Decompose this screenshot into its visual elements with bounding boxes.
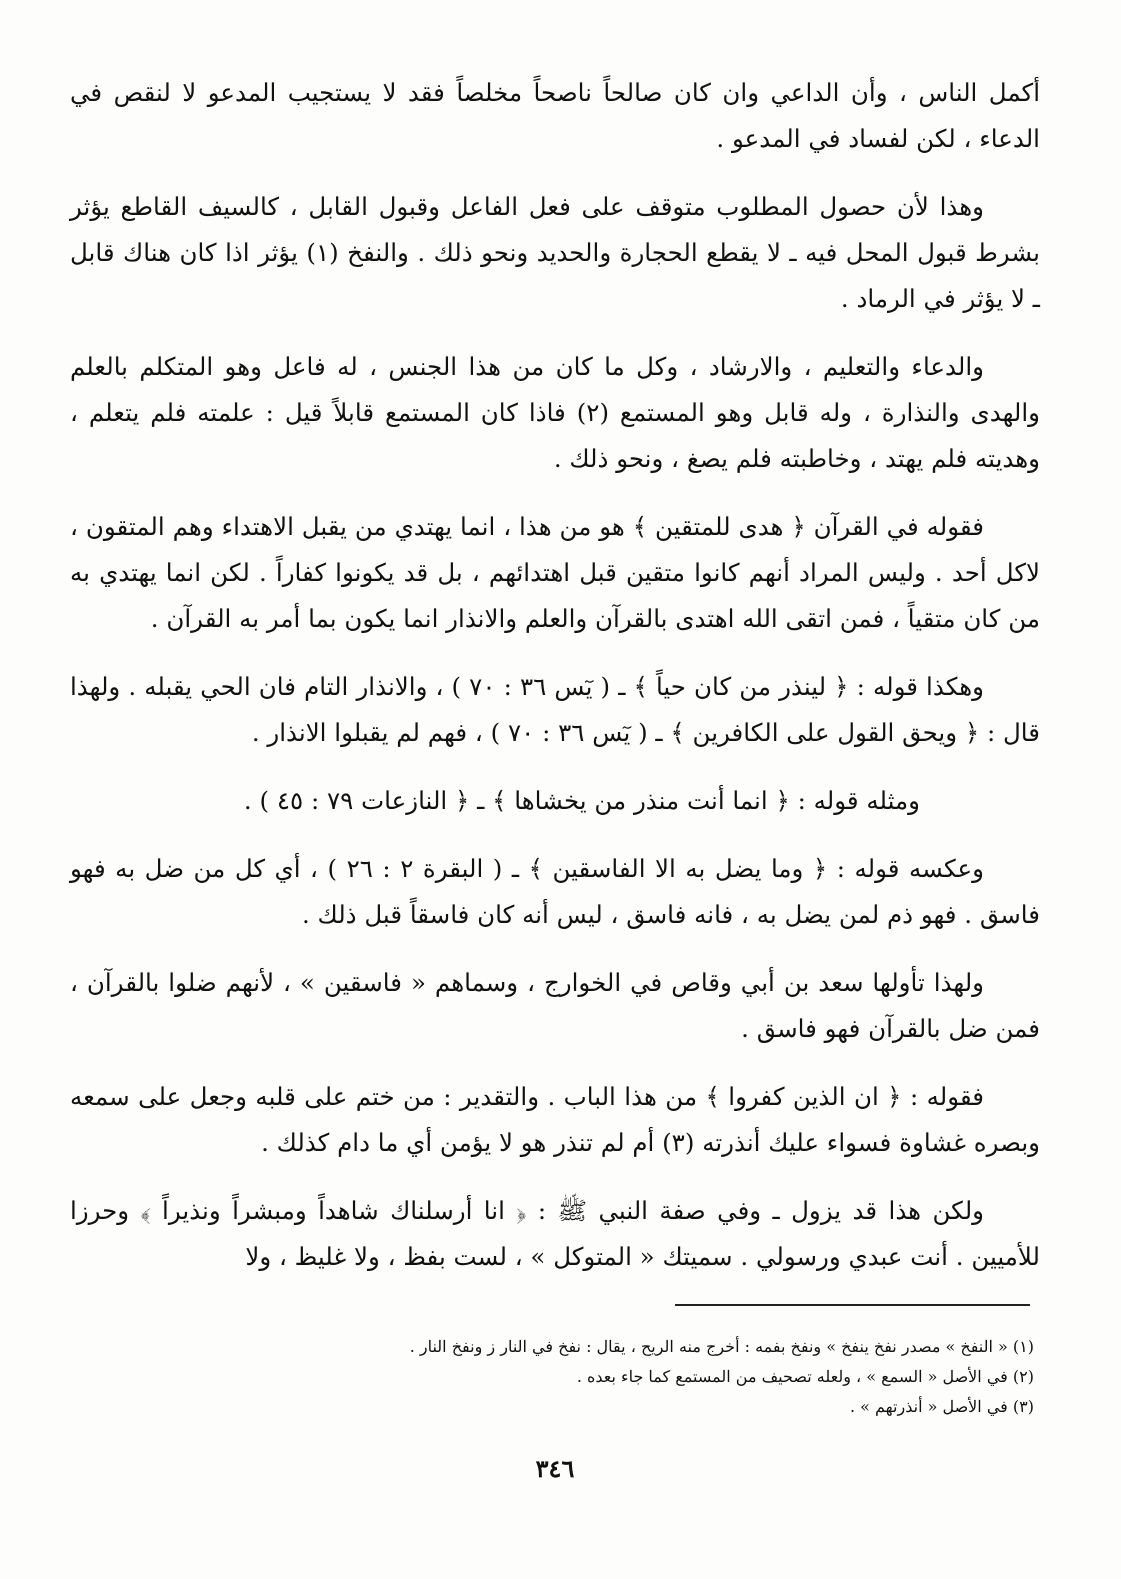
paragraph-10: ولكن هذا قد يزول ـ وفي صفة النبي ﷺ : ﴿ انا أرسلناك شاهداً ومبشراً ونذيراً ﴾ وحرزا للأميين . أنت عبدي ورسولي . سميتك « المتوكل » ، لست بفظ ، ولا غليظ ، ولا [70, 1196, 1040, 1271]
paragraph-3: والدعاء والتعليم ، والارشاد ، وكل ما كان من هذا الجنس ، له فاعل وهو المتكلم بالعلم والهدى والنذارة ، وله قابل وهو المستمع (٢) فاذا كان المستمع قابلاً قيل : علمته فلم يتعلم ، وهديته فلم يهتد ، وخاطبته فلم يصغ ، ونحو ذلك . [70, 352, 1040, 473]
paragraph-9: فقوله : ﴿ ان الذين كفروا ﴾ من هذا الباب . والتقدير : من ختم على قلبه وجعل على سمعه وبصره غشاوة فسواء عليك أنذرته (٣) أم لم تنذر هو لا يؤمن أي ما دام كذلك . [70, 1082, 1040, 1157]
page-number: ٣٤٦ [535, 1454, 575, 1483]
paragraph-4: فقوله في القرآن ﴿ هدى للمتقين ﴾ هو من هذا ، انما يهتدي من يقبل الاهتداء وهم المتقون ، لاكل أحد . وليس المراد أنهم كانوا متقين قبل اهتدائهم ، بل قد يكونوا كفاراً . لكن انما يهتدي به من كان متقياً ، فمن اتقى الله اهتدى بالقرآن والعلم والانذار انما يكون بما أمر به القرآن . [70, 512, 1040, 633]
paragraph-6: ومثله قوله : ﴿ انما أنت منذر من يخشاها ﴾ ـ ﴿ النازعات ٧٩ : ٤٥ ) . [243, 786, 920, 815]
main-text [70, 70, 1040, 1280]
paragraph-8: ولهذا تأولها سعد بن أبي وقاص في الخوارج ، وسماهم « فاسقين » ، لأنهم ضلوا بالقرآن ، فمن ضل بالقرآن فهو فاسق . [70, 968, 1040, 1043]
footnote-3: (٣) في الأصل « أنذرتهم » . [849, 1397, 1034, 1416]
paragraph-1: أكمل الناس ، وأن الداعي وان كان صالحاً ناصحاً مخلصاً فقد لا يستجيب المدعو لا لنقص في الدعاء ، لكن لفساد في المدعو . [70, 78, 1040, 153]
paragraph-7: وعكسه قوله : ﴿ وما يضل به الا الفاسقين ﴾ ـ ( البقرة ٢ : ٢٦ ) ، أي كل من ضل به فهو فاسق . فهو ذم لمن يضل به ، فانه فاسق ، ليس أنه كان فاسقاً قبل ذلك . [70, 854, 1040, 929]
paragraph-2: وهذا لأن حصول المطلوب متوقف على فعل الفاعل وقبول القابل ، كالسيف القاطع يؤثر بشرط قبول المحل فيه ـ لا يقطع الحجارة والحديد ونحو ذلك . والنفخ (١) يؤثر اذا كان هناك قابل ـ لا يؤثر في الرماد . [70, 192, 1040, 313]
footnotes [70, 1332, 1034, 1422]
footnote-separator [675, 1304, 1030, 1306]
paragraph-5: وهكذا قوله : ﴿ لينذر من كان حياً ﴾ ـ ( يٓس ٣٦ : ٧٠ ) ، والانذار التام فان الحي يقبله . ولهذا قال : ﴿ ويحق القول على الكافرين ﴾ ـ ( يٓس ٣٦ : ٧٠ ) ، فهم لم يقبلوا الانذار . [70, 672, 1040, 747]
footnote-2: (٢) في الأصل « السمع » ، ولعله تصحيف من المستمع كما جاء بعده . [576, 1367, 1034, 1386]
book-page [70, 70, 1040, 1530]
footnote-1: (١) « النفخ » مصدر نفخ ينفخ » ونفخ بفمه : أخرج منه الريح ، يقال : نفخ في النار ز ونفخ النار . [409, 1337, 1034, 1356]
